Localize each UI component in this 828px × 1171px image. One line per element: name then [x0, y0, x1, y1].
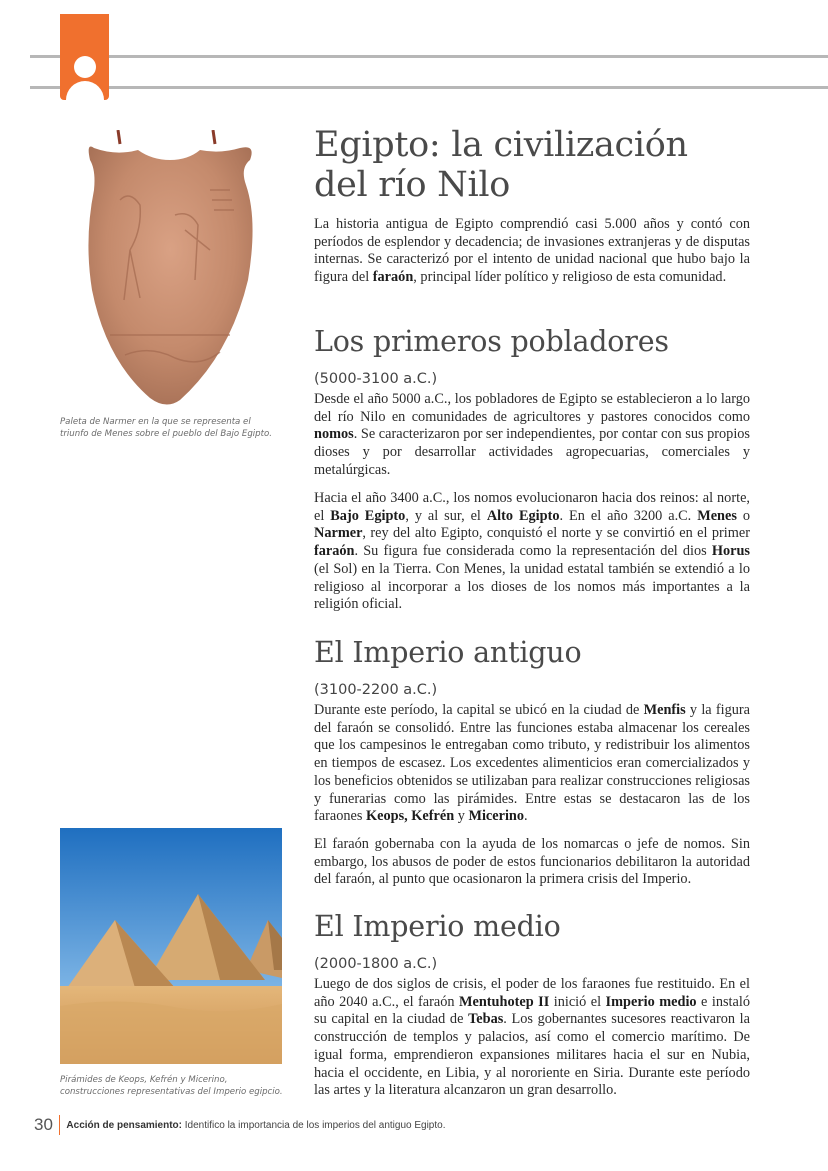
page-title	[314, 125, 750, 205]
section-heading-imperio-antiguo: El Imperio antiguo	[314, 636, 582, 669]
section-date-imperio-medio: (2000-1800 a.C.)	[314, 956, 438, 972]
intro-paragraph: La historia antigua de Egipto comprendió casi 5.000 años y contó con períodos de esplendor y decadencia; de invasiones extranjeras y de disputas internas. Se caracterizó por el intento de unidad nacional que hubo bajo la figura del faraón, principal líder político y religioso de esta comunidad.	[314, 216, 750, 286]
page-number: 30	[34, 1115, 53, 1134]
paragraph-antiguo-2: El faraón gobernaba con la ayuda de los nomarcas o jefe de nomos. Sin embargo, los abusos de poder de estos funcionarios debilitaron la autoridad del faraón, al punto que ocasionaron la primera crisis del Imperio.	[314, 836, 750, 888]
person-icon-head	[74, 56, 96, 78]
section-date-primeros-pobladores: (5000-3100 a.C.)	[314, 371, 438, 387]
page-title-line1: Egipto: la civilización	[314, 125, 688, 165]
header-rule-bottom	[30, 86, 828, 89]
paragraph-medio-1: Luego de dos siglos de crisis, el poder de los faraones fue restituido. En el año 2040 a.C., el faraón Mentuhotep II inició el Imperio medio e instaló su capital en la ciudad de Tebas. Los gobernantes sucesores reactivaron la construcción de templos y palacios, así como el comercio marítimo. De igual forma, emprendieron expansiones militares hacia el sur en Nubia, hacia el occidente, en Libia, y al nororiente en Siria. Durante este período las artes y la literatura alcanzaron un gran desarrollo.	[314, 976, 750, 1099]
pyramids-caption: Pirámides de Keops, Kefrén y Micerino, construcciones representativas del Imperio egipcio.	[60, 1075, 283, 1097]
section-heading-imperio-medio: El Imperio medio	[314, 910, 561, 943]
paragraph-antiguo-1: Durante este período, la capital se ubicó en la ciudad de Menfis y la figura del faraón se consolidó. Entre las funciones estaba almacenar los cereales que los campesinos le entregaban como tributo, y redistribuir los alimentos en tiempos de escasez. Los excedentes alimenticios eran comercializados y los beneficios obtenidos se utilizaban para realizar construcciones religiosas y funerarias como las pirámides. Entre estas se destacaron las de los faraones Keops, Kefrén y Micerino.	[314, 702, 751, 825]
paragraph-primeros-1: Desde el año 5000 a.C., los pobladores de Egipto se establecieron a lo largo del río Nilo en comunidades de agricultores y pastores conocidos como nomos. Se caracterizaron por ser independientes, por contar con sus propios dioses y por desarrollar actividades agropecuarias, comerciales y metalúrgicas.	[314, 391, 750, 478]
paragraph-primeros-2: Hacia el año 3400 a.C., los nomos evolucionaron hacia dos reinos: al norte, el Bajo Egipto, y al sur, el Alto Egipto. En el año 3200 a.C. Menes o Narmer, rey del alto Egipto, conquistó el norte y se convirtió en el primer faraón. Su figura fue considerada como la representación del dios Horus (el Sol) en la Tierra. Con Menes, la unidad estatal también se extendió a lo religioso al incorporar a los dioses de los nomos más importantes a la religión oficial.	[314, 490, 750, 613]
narmer-palette-image	[80, 130, 260, 410]
page-footer	[34, 1114, 445, 1136]
header-rule-top	[30, 55, 828, 58]
footer-text: Acción de pensamiento: Identifico la importancia de los imperios del antiguo Egipto.	[66, 1119, 446, 1131]
palette-caption: Paleta de Narmer en la que se representa el triunfo de Menes sobre el pueblo del Bajo Egipto.	[60, 417, 272, 439]
person-icon-body	[66, 81, 104, 100]
section-date-imperio-antiguo: (3100-2200 a.C.)	[314, 682, 438, 698]
person-icon	[60, 14, 109, 100]
page-title-line2: del río Nilo	[314, 165, 511, 205]
pyramids-image	[60, 828, 282, 1064]
footer-divider	[59, 1115, 61, 1135]
section-heading-primeros-pobladores: Los primeros pobladores	[314, 325, 669, 358]
footer-label: Acción de pensamiento:	[66, 1119, 182, 1131]
